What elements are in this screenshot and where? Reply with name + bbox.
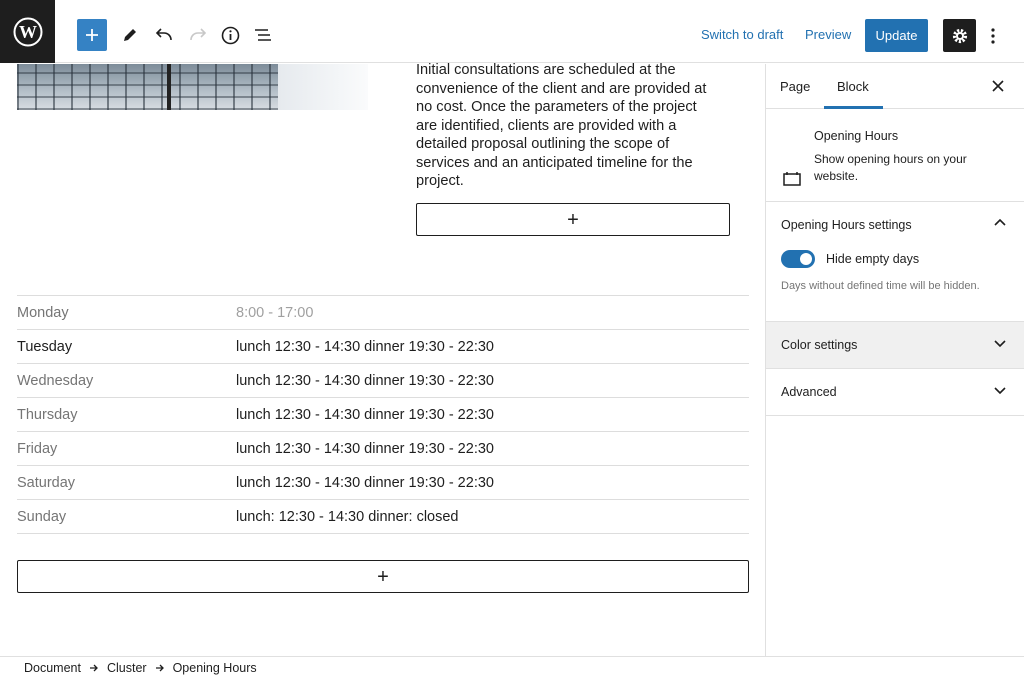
hours-row	[17, 296, 749, 330]
editor-header	[0, 0, 1024, 63]
hours-row	[17, 364, 749, 398]
pencil-icon	[121, 26, 139, 44]
color-settings-panel	[766, 322, 1024, 369]
switch-to-draft-link[interactable]: Switch to draft	[701, 27, 784, 42]
sidebar-tabs	[766, 64, 1024, 109]
paragraph-line: are identified, clients are provided with a	[416, 117, 677, 134]
day-label: Wednesday	[17, 373, 94, 389]
time-value: lunch 12:30 - 14:30 dinner 19:30 - 22:30	[236, 441, 494, 457]
breadcrumb-item[interactable]: Document	[24, 661, 81, 675]
more-vertical-icon	[991, 28, 995, 44]
chevron-down-icon	[994, 338, 1006, 348]
list-view-icon	[253, 27, 273, 43]
day-label: Friday	[17, 441, 58, 457]
paragraph-line: convenience of the client and are provided at	[416, 80, 707, 97]
redo-icon	[189, 27, 207, 43]
tab-block[interactable]: Block	[837, 79, 869, 94]
list-view-button[interactable]	[248, 19, 278, 51]
paragraph-line: services and an anticipated timeline for the	[416, 154, 693, 171]
time-value: 8:00 - 17:00	[236, 305, 314, 321]
calendar-icon	[783, 172, 801, 186]
block-card	[766, 109, 1024, 202]
hours-row	[17, 500, 749, 534]
arrow-right-icon	[89, 663, 99, 673]
hide-empty-days-toggle[interactable]	[781, 250, 815, 268]
block-title: Opening Hours	[814, 129, 899, 143]
panel-toggle[interactable]	[766, 369, 1024, 415]
time-value: lunch 12:30 - 14:30 dinner 19:30 - 22:30	[236, 475, 494, 491]
arrow-right-icon	[155, 663, 165, 673]
hours-row	[17, 432, 749, 466]
breadcrumb-item: Opening Hours	[172, 661, 257, 675]
options-button[interactable]	[983, 19, 1003, 52]
close-icon[interactable]	[990, 78, 1006, 94]
toggle-help-text: Days without defined time will be hidden.	[781, 280, 980, 292]
plus-icon	[85, 28, 99, 42]
paragraph-line: Initial consultations are scheduled at the	[416, 62, 676, 78]
panel-toggle[interactable]	[766, 202, 1024, 248]
block-appender[interactable]	[17, 560, 749, 593]
time-value: lunch: 12:30 - 14:30 dinner: closed	[236, 509, 459, 525]
add-block-button[interactable]	[77, 19, 107, 51]
panel-title: Color settings	[781, 338, 858, 352]
block-breadcrumb	[0, 656, 1024, 679]
undo-icon	[155, 27, 173, 43]
wordpress-logo-button[interactable]	[0, 0, 55, 63]
gear-icon	[951, 27, 969, 45]
svg-text:W: W	[18, 21, 37, 42]
time-value: lunch 12:30 - 14:30 dinner 19:30 - 22:30	[236, 407, 494, 423]
preview-link[interactable]: Preview	[805, 27, 852, 42]
plus-icon: +	[567, 208, 579, 231]
day-label: Thursday	[17, 407, 78, 423]
plus-icon: +	[377, 565, 389, 588]
panel-title: Advanced	[781, 385, 837, 399]
details-button[interactable]	[215, 19, 245, 51]
paragraph-block[interactable]	[416, 61, 736, 191]
paragraph-line: no cost. Once the parameters of the project	[416, 99, 697, 115]
block-description: Show opening hours on your website.	[814, 152, 967, 183]
day-label: Sunday	[17, 509, 67, 525]
building-image[interactable]	[17, 64, 368, 110]
column-block-appender[interactable]	[416, 203, 730, 236]
day-label: Monday	[17, 305, 69, 321]
chevron-down-icon	[994, 385, 1006, 395]
wordpress-icon	[13, 17, 43, 47]
day-label: Tuesday	[17, 339, 73, 355]
settings-button[interactable]	[943, 19, 976, 52]
tools-button[interactable]	[115, 19, 145, 51]
redo-button[interactable]	[183, 19, 213, 51]
opening-hours-settings-panel	[766, 202, 1024, 322]
breadcrumb-item[interactable]: Cluster	[106, 661, 147, 675]
info-icon	[221, 26, 240, 45]
hours-row	[17, 398, 749, 432]
settings-sidebar	[765, 64, 1024, 656]
day-label: Saturday	[17, 475, 76, 491]
paragraph-line: project.	[416, 173, 464, 189]
hours-row	[17, 466, 749, 500]
panel-title: Opening Hours settings	[781, 218, 912, 232]
update-button[interactable]: Update	[865, 19, 928, 52]
undo-button[interactable]	[149, 19, 179, 51]
paragraph-line: detailed proposal outlining the scope of	[416, 136, 670, 152]
time-value: lunch 12:30 - 14:30 dinner 19:30 - 22:30	[236, 339, 494, 355]
tab-page[interactable]: Page	[780, 79, 811, 94]
hours-row	[17, 330, 749, 364]
toggle-label: Hide empty days	[826, 252, 920, 266]
opening-hours-table[interactable]	[17, 295, 749, 534]
chevron-up-icon	[994, 218, 1006, 228]
time-value: lunch 12:30 - 14:30 dinner 19:30 - 22:30	[236, 373, 494, 389]
advanced-panel	[766, 369, 1024, 416]
panel-toggle[interactable]	[766, 322, 1024, 368]
